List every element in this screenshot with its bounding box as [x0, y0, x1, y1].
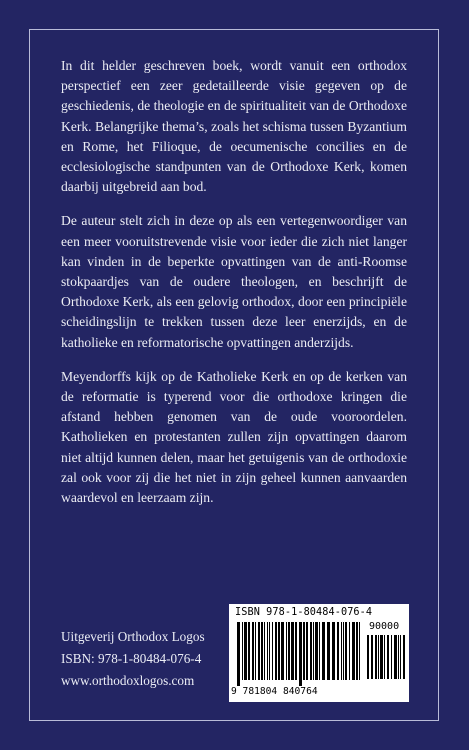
blurb-paragraph-1: In dit helder geschreven boek, wordt vanuit een orthodox perspectief een zeer gedetailleerde visie gegeven op de geschiedenis, de theologie en de spiritualiteit van de Orthodoxe Kerk. Belangrijke thema’s, zoals het schisma tussen Byzantium en Rome, het Filioque, de oecumenische concilies en de ecclesiologische standpunten van de Orthodoxe Kerk, komen daarbij uitgebreid aan bod. [61, 58, 407, 195]
publisher-name: Uitgeverij Orthodox Logos [61, 629, 205, 644]
publisher-website: www.orthodoxlogos.com [61, 672, 195, 688]
publisher-info [61, 626, 205, 691]
barcode-isbn-label: ISBN 978-1-80484-076-4 [235, 607, 373, 618]
blurb-paragraph-3: Meyendorffs kijk op de Katholieke Kerk en op de kerken van de reformatie is typerend voor die orthodoxe kringen die afstand hebben genomen van de oude vooroordelen. Katholieken en protestanten zullen zijn opvattingen daarom niet altijd kunnen delen, maar het getuigenis van de orthodoxie zal ook voor zij die het niet in zijn geheel kunnen aanvaarden waardevol en leerzaam zijn. [61, 368, 407, 506]
barcode-price-code: 90000 [369, 621, 400, 632]
barcode [229, 604, 409, 702]
barcode-ean-digits: 9 781804 840764 [231, 686, 318, 697]
blurb-paragraph-2: De auteur stelt zich in deze op als een vertegenwoordiger van een meer vooruitstrevende visie voor ieder die zich niet langer kan vinden in de beperkte opvattingen van de anti-Roomse stokpaardjes van de oudere theologen, en beschrijft de Orthodoxe Kerk, als een gelovig orthodox, door een principiële scheidingslijn te trekken tussen deze leer enerzijds, en de katholieke en reformatorische opvattingen anderzijds. [61, 213, 407, 350]
barcode-addon-bars [367, 635, 405, 685]
barcode-bars [237, 622, 363, 686]
publisher-isbn: ISBN: 978-1-80484-076-4 [61, 650, 202, 666]
blurb [61, 56, 407, 522]
